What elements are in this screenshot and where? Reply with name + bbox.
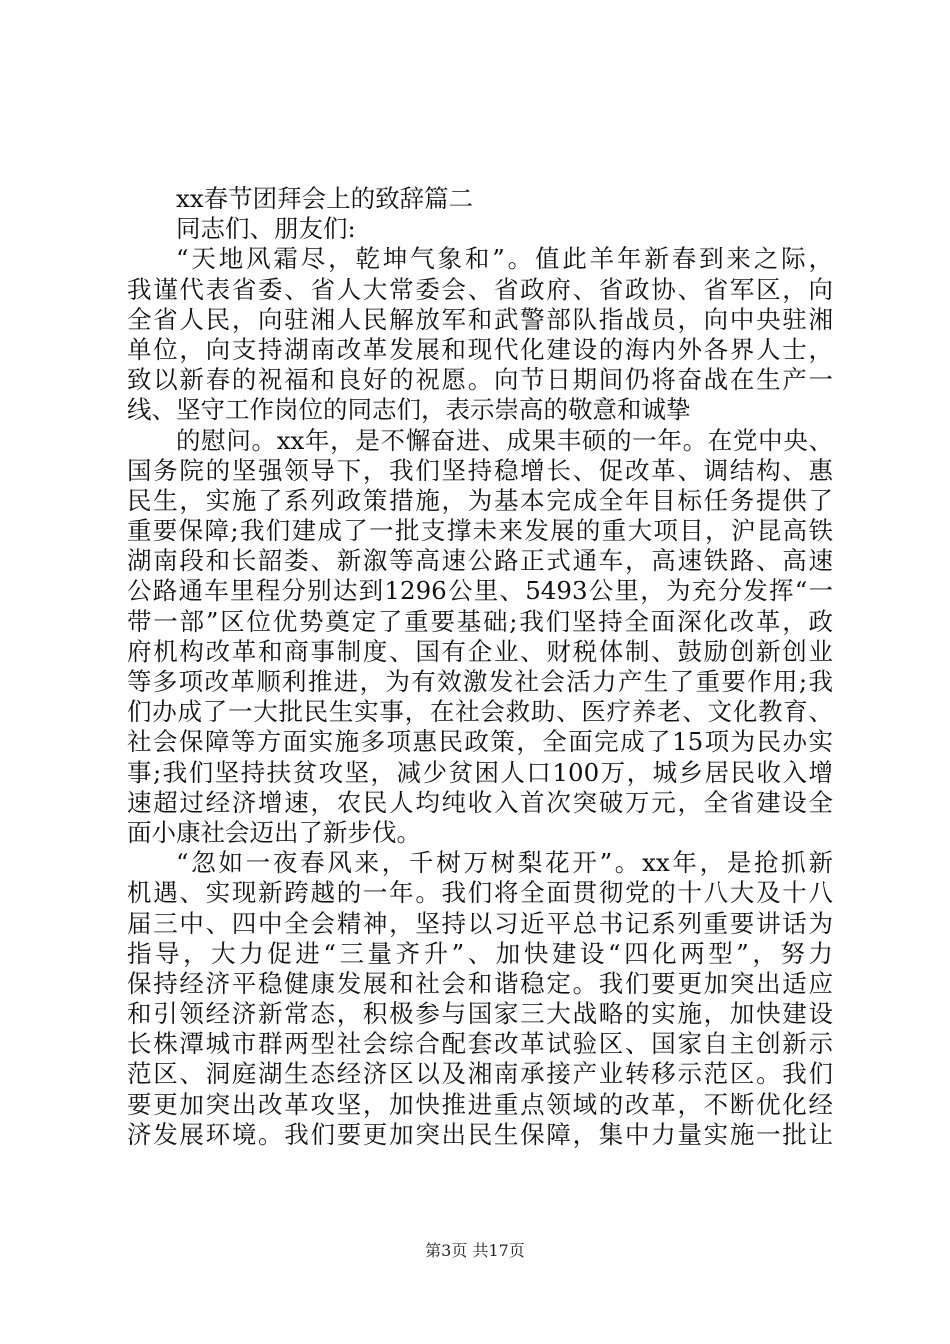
text-line: xx春节团拜会上的致辞篇二 — [176, 184, 474, 213]
text-line: 国务院的坚强领导下，我们坚持稳增长、促改革、调结构、惠 — [127, 455, 833, 485]
text-line: 民生，实施了系列政策措施，为基本完成全年目标任务提供了 — [127, 485, 833, 515]
text-line: 和引领经济新常态，积极参与国家三大战略的实施，加快建设 — [127, 999, 833, 1029]
page-footer: 第3页 共17页 — [425, 1241, 525, 1260]
text-line: 要更加突出改革攻坚，加快推进重点领域的改革，不断优化经 — [127, 1089, 833, 1119]
text-line: 公路通车里程分别达到1296公里、5493公里，为充分发挥“一 — [127, 576, 833, 606]
text-line: 府机构改革和商事制度、国有企业、财税体制、鼓励创新创业 — [127, 636, 833, 666]
text-line: 社会保障等方面实施多项惠民政策，全面完成了15项为民办实 — [127, 727, 833, 757]
text-line: 线、坚守工作岗位的同志们，表示崇高的敬意和诚挚 — [127, 395, 691, 425]
text-line: 面小康社会迈出了新步伐。 — [127, 817, 421, 847]
text-line: 带一部”区位优势奠定了重要基础;我们坚持全面深化改革，政 — [127, 606, 833, 636]
text-line: 济发展环境。我们要更加突出民生保障，集中力量实施一批让 — [127, 1119, 833, 1149]
text-line: 等多项改革顺利推进，为有效激发社会活力产生了重要作用;我 — [127, 667, 833, 696]
document-body — [127, 184, 833, 1150]
text-line: 速超过经济增速，农民人均纯收入首次突破万元，全省建设全 — [127, 787, 833, 817]
text-line: “天地风霜尽，乾坤气象和”。值此羊年新春到来之际， — [176, 244, 833, 274]
text-line: 的慰问。xx年，是不懈奋进、成果丰硕的一年。在党中央、 — [176, 425, 833, 455]
text-line: 致以新春的祝福和良好的祝愿。向节日期间仍将奋战在生产一 — [127, 365, 833, 395]
text-line: 同志们、朋友们: — [176, 214, 356, 244]
text-line: 单位，向支持湖南改革发展和现代化建设的海内外各界人士， — [127, 334, 833, 364]
text-line: 机遇、实现新跨越的一年。我们将全面贯彻党的十八大及十八 — [127, 878, 833, 908]
text-line: 重要保障;我们建成了一批支撑未来发展的重大项目，沪昆高铁 — [127, 516, 833, 546]
text-line: 事;我们坚持扶贫攻坚，减少贫困人口100万，城乡居民收入增 — [127, 757, 833, 787]
text-line: 湖南段和长韶娄、新溆等高速公路正式通车，高速铁路、高速 — [127, 546, 833, 576]
text-line: 长株潭城市群两型社会综合配套改革试验区、国家自主创新示 — [127, 1029, 833, 1059]
text-line: 范区、洞庭湖生态经济区以及湘南承接产业转移示范区。我们 — [127, 1059, 833, 1089]
text-line: 保持经济平稳健康发展和社会和谐稳定。我们要更加突出适应 — [127, 968, 833, 998]
text-line: 我谨代表省委、省人大常委会、省政府、省政协、省军区，向 — [127, 274, 833, 304]
text-line: 全省人民，向驻湘人民解放军和武警部队指战员，向中央驻湘 — [127, 304, 833, 334]
text-line: 届三中、四中全会精神，坚持以习近平总书记系列重要讲话为 — [127, 908, 833, 938]
text-line: 们办成了一大批民生实事，在社会救助、医疗养老、文化教育、 — [127, 697, 833, 727]
text-line: 指导，大力促进“三量齐升”、加快建设“四化两型”，努力 — [127, 938, 833, 968]
text-line: “忽如一夜春风来，千树万树梨花开”。xx年，是抢抓新 — [176, 848, 833, 878]
